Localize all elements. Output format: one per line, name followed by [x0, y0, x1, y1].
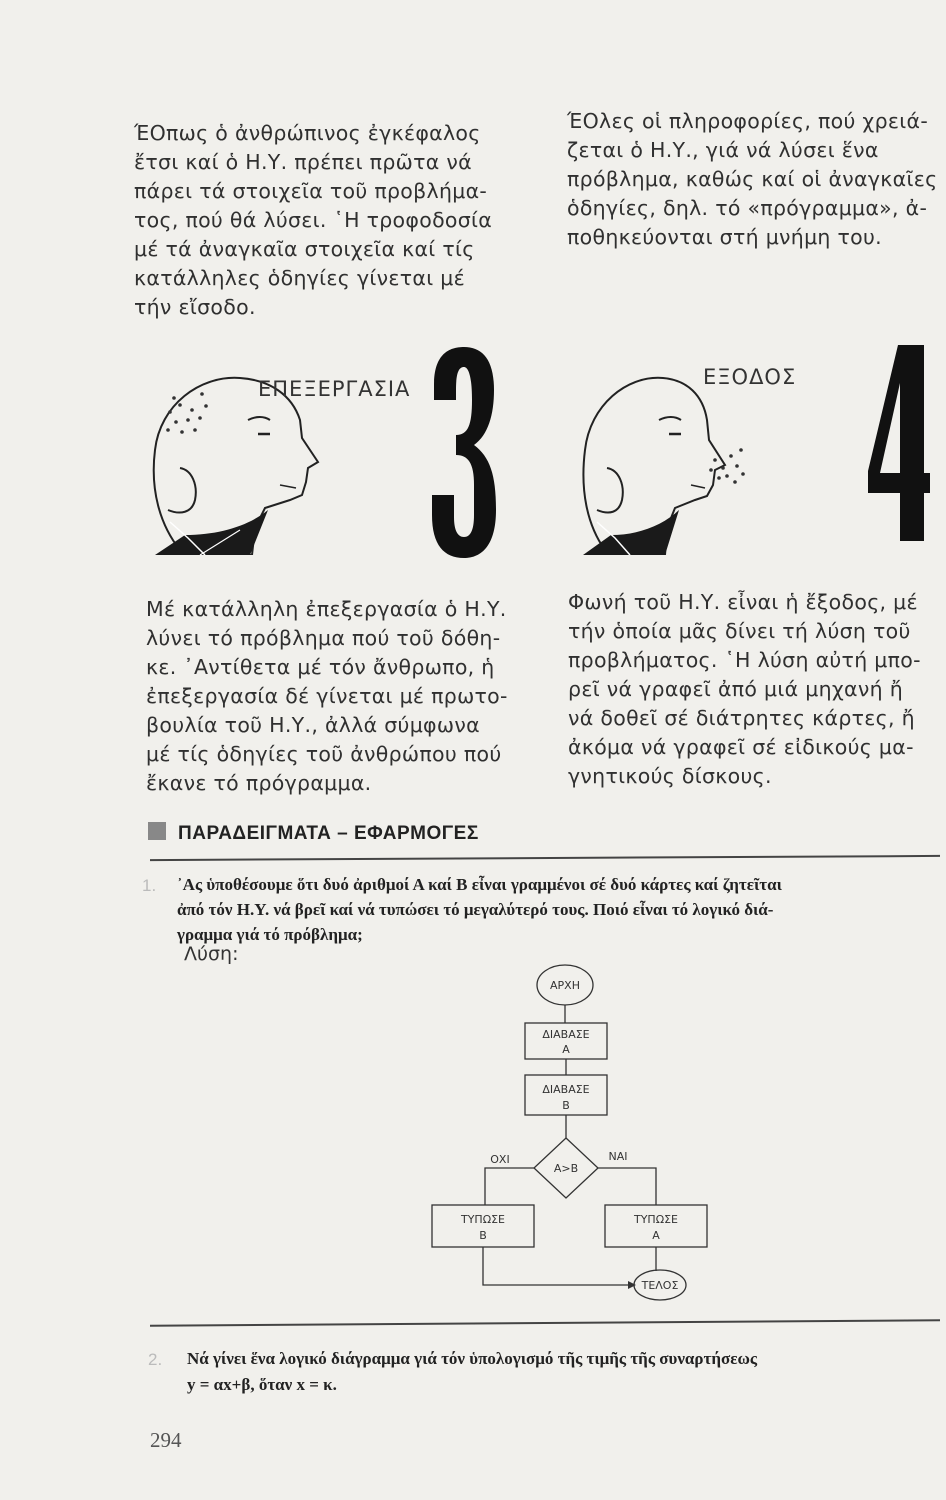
print-a-text: ΤΥΠΩΣΕ	[633, 1213, 679, 1226]
heading-square-icon	[148, 822, 166, 840]
intro-left-paragraph: ΈΟπως ὁ ἀνθρώπινος ἐγκέφαλος ἔτσι καί ὁ Η.Υ. πρέπει πρῶτα νά πάρει τά στοιχεῖα τοῦ προβλήμα- τος, πού θά λύσει. ῾Η τροφοδοσία μέ τά ἀναγκαῖα στοιχεῖα καί τίς κατάλληλες ὁδηγίες γίνεται μέ τήν εἴσοδο.	[134, 121, 493, 319]
read-a-text: ΔΙΑΒΑΣΕ	[542, 1028, 590, 1041]
digit-four-graphic	[868, 343, 930, 543]
read-b-var: Β	[562, 1099, 570, 1112]
flowchart	[420, 955, 740, 1305]
output-label: ΕΞΟΔΟΣ	[703, 365, 797, 389]
step-number-3	[428, 345, 500, 560]
digit-three-graphic	[428, 345, 500, 560]
solution-label: Λύση:	[184, 943, 239, 965]
exercise-1-text: ᾿Ας ὑποθέσουμε ὅτι δυό ἀριθμοί Α καί Β εἶναι γραμμένοι σέ δυό κάρτες καί ζητεῖται ἀπό τόν Η.Υ. νά βρεῖ καί νά τυπώσει τό μεγαλύτερό τους. Ποιό εἶναι τό λογικό διά- γραμμα γιά τό πρόβλημα;	[177, 875, 782, 944]
read-b-text: ΔΙΑΒΑΣΕ	[542, 1083, 590, 1096]
output-paragraph: Φωνή τοῦ Η.Υ. εἶναι ἡ ἔξοδος, μέ τήν ὁποία μᾶς δίνει τή λύση τοῦ προβλήματος. ῾Η λύση αὐτή μπο- ρεῖ νά γραφεῖ ἀπό μιά μηχανή ἤ νά δοθεῖ σέ διάτρητες κάρτες, ἤ ἀκόμα νά γραφεῖ σέ εἰδικούς μα- γνητικούς δίσκους.	[568, 590, 921, 788]
page-number: 294	[150, 1428, 182, 1452]
read-a-var: Α	[562, 1043, 570, 1056]
section-heading: ΠΑΡΑΔΕΙΓΜΑΤΑ – ΕΦΑΡΜΟΓΕΣ	[178, 823, 479, 844]
yes-label: ΝΑΙ	[608, 1150, 628, 1163]
exercise-1-number: 1.	[142, 876, 157, 895]
exercise-2-text: Νά γίνει ἕνα λογικό διάγραμμα γιά τόν ὑπολογισμό τῆς τιμῆς τῆς συναρτήσεως y = αx+β, ὅταν x = κ.	[187, 1349, 758, 1394]
print-b-var: Β	[479, 1229, 487, 1242]
exercise-2-number: 2.	[148, 1350, 163, 1369]
decision-text: Α>Β	[553, 1162, 579, 1175]
divider-bottom	[150, 1319, 940, 1326]
step-number-4	[868, 343, 930, 543]
divider-top	[150, 855, 940, 861]
intro-right-paragraph: ΈΟλες οἱ πληροφορίες, πού χρειά- ζεται ὁ Η.Υ., γιά νά λύσει ἕνα πρόβλημα, καθώς καί οἱ ἀναγκαῖες ὁδηγίες, δηλ. τό «πρόγραμμα», ἀ- ποθηκεύονται στή μνήμη του.	[567, 109, 938, 249]
no-label: ΟΧΙ	[490, 1153, 510, 1166]
processing-paragraph: Μέ κατάλληλη ἐπεξεργασία ὁ Η.Υ. λύνει τό πρόβλημα πού τοῦ δόθη- κε. ᾿Αντίθετα μέ τόν ἄνθρωπο, ἡ ἐπεξεργασία δέ γίνεται μέ πρωτο- βουλία τοῦ Η.Υ., ἀλλά σύμφωνα μέ τίς ὁδηγίες τοῦ ἀνθρώπου πού ἔκανε τό πρόγραμμα.	[146, 597, 508, 795]
print-b-text: ΤΥΠΩΣΕ	[460, 1213, 506, 1226]
start-text: ΑΡΧΗ	[550, 979, 580, 992]
processing-label: ΕΠΕΞΕΡΓΑΣΙΑ	[258, 377, 411, 401]
end-text: ΤΕΛΟΣ	[641, 1279, 679, 1292]
print-a-var: Α	[652, 1229, 660, 1242]
